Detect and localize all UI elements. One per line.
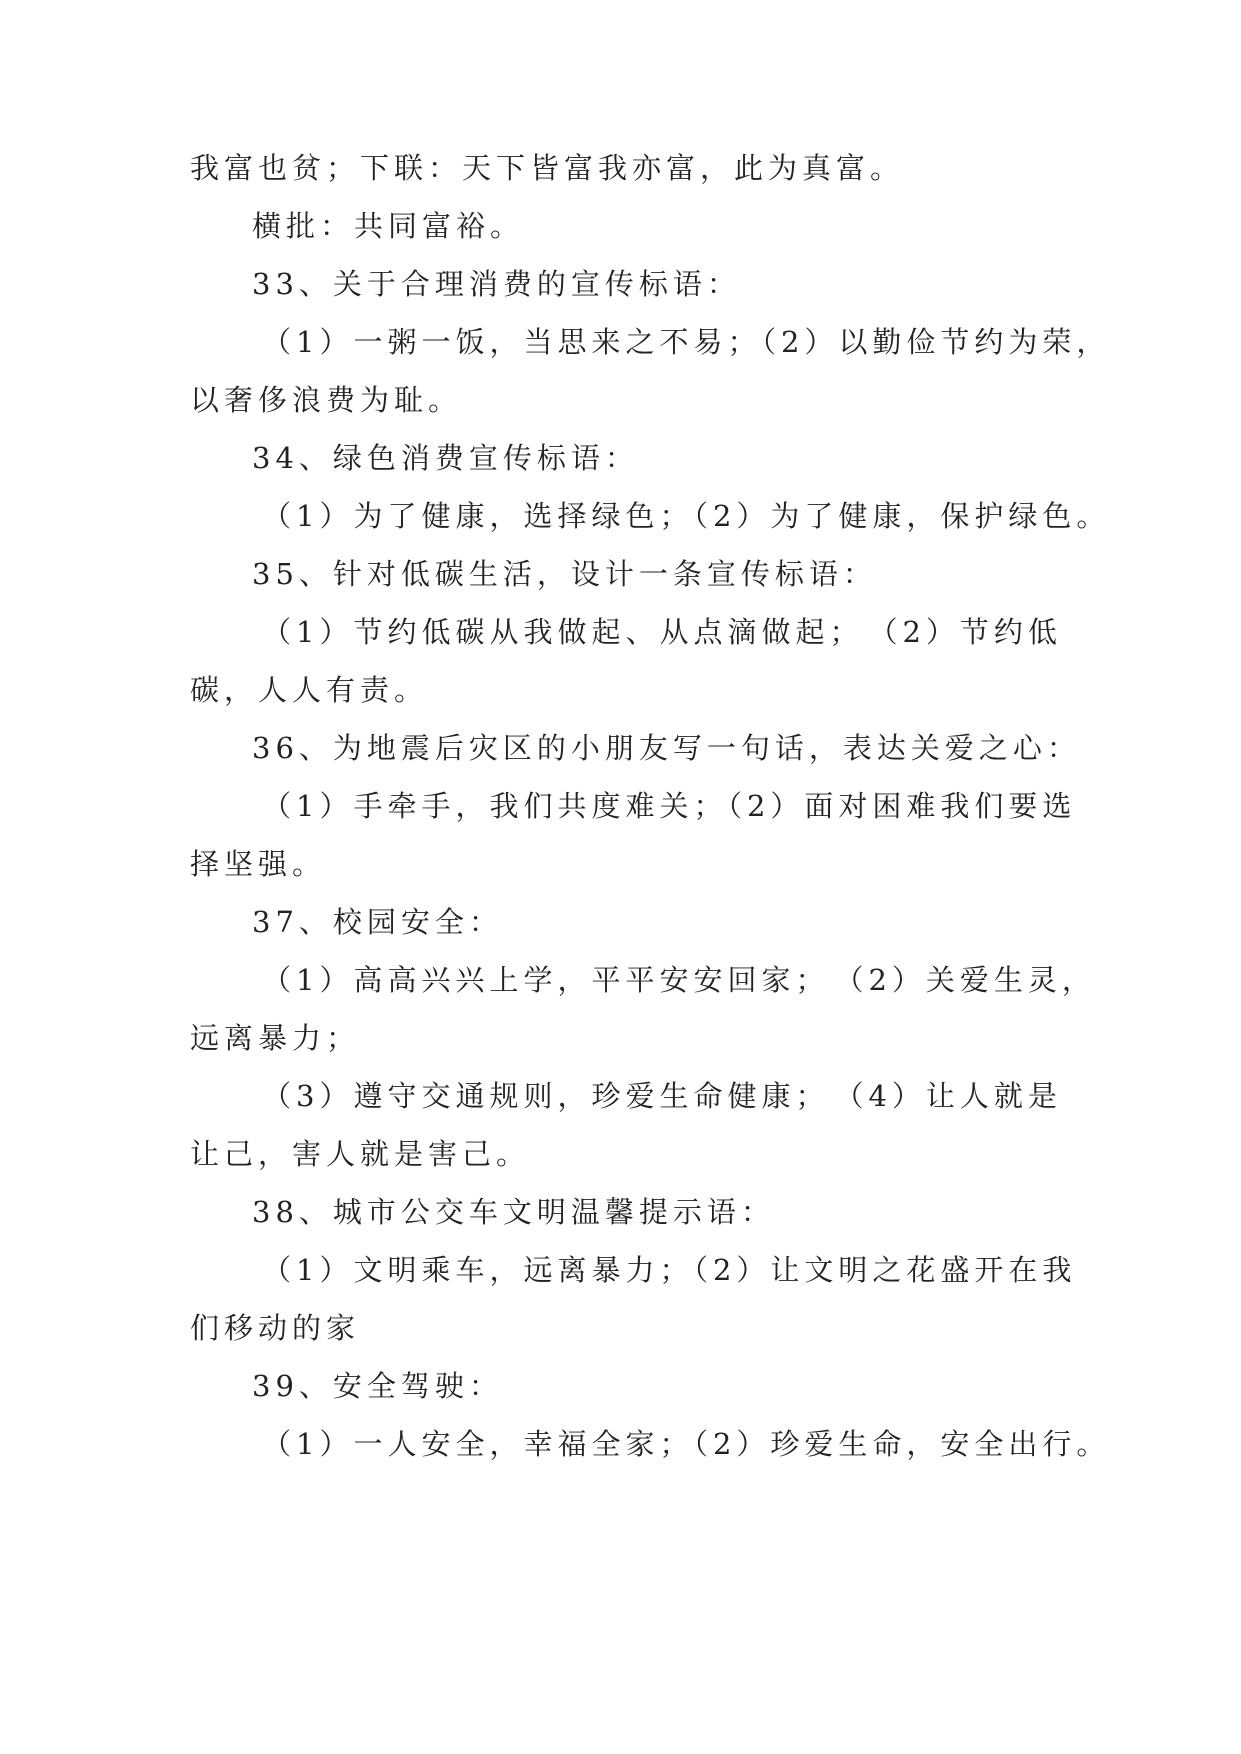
section-heading: 33、关于合理消费的宣传标语： [252, 267, 741, 301]
text-line: （1）一粥一饭，当思来之不易；（2）以勤俭节约为荣， [262, 325, 1111, 359]
section-heading: 36、为地震后灾区的小朋友写一句话，表达关爱之心： [252, 731, 1081, 765]
text-line: 们移动的家 [190, 1311, 361, 1345]
text-line: 择坚强。 [190, 847, 327, 881]
text-line: （1）为了健康，选择绿色；（2）为了健康，保护绿色。 [262, 499, 1111, 533]
text-line: 以奢侈浪费为耻。 [190, 383, 463, 417]
section-heading: 39、安全驾驶： [252, 1369, 503, 1403]
text-line: （1）高高兴兴上学，平平安安回家； （2）关爱生灵， [262, 963, 1096, 997]
section-heading: 35、针对低碳生活，设计一条宣传标语： [252, 557, 877, 591]
section-heading: 38、城市公交车文明温馨提示语： [252, 1195, 775, 1229]
text-line: （1）一人安全，幸福全家；（2）珍爱生命，安全出行。 [262, 1427, 1111, 1461]
text-line: 碳，人人有责。 [190, 673, 429, 707]
text-line: （1）文明乘车，远离暴力；（2）让文明之花盛开在我 [262, 1253, 1077, 1287]
text-line: （1）手牵手，我们共度难关；（2）面对困难我们要选 [262, 789, 1077, 823]
section-heading: 37、校园安全： [252, 905, 503, 939]
section-heading: 34、绿色消费宣传标语： [252, 441, 639, 475]
text-line: （1）节约低碳从我做起、从点滴做起； （2）节约低 [262, 615, 1062, 649]
text-line: 横批：共同富裕。 [252, 209, 525, 243]
text-line: 让己，害人就是害己。 [190, 1137, 531, 1171]
text-line: （3）遵守交通规则，珍爱生命健康； （4）让人就是 [262, 1079, 1062, 1113]
text-line: 远离暴力； [190, 1021, 361, 1055]
text-line: 我富也贫；下联：天下皆富我亦富，此为真富。 [190, 151, 905, 185]
